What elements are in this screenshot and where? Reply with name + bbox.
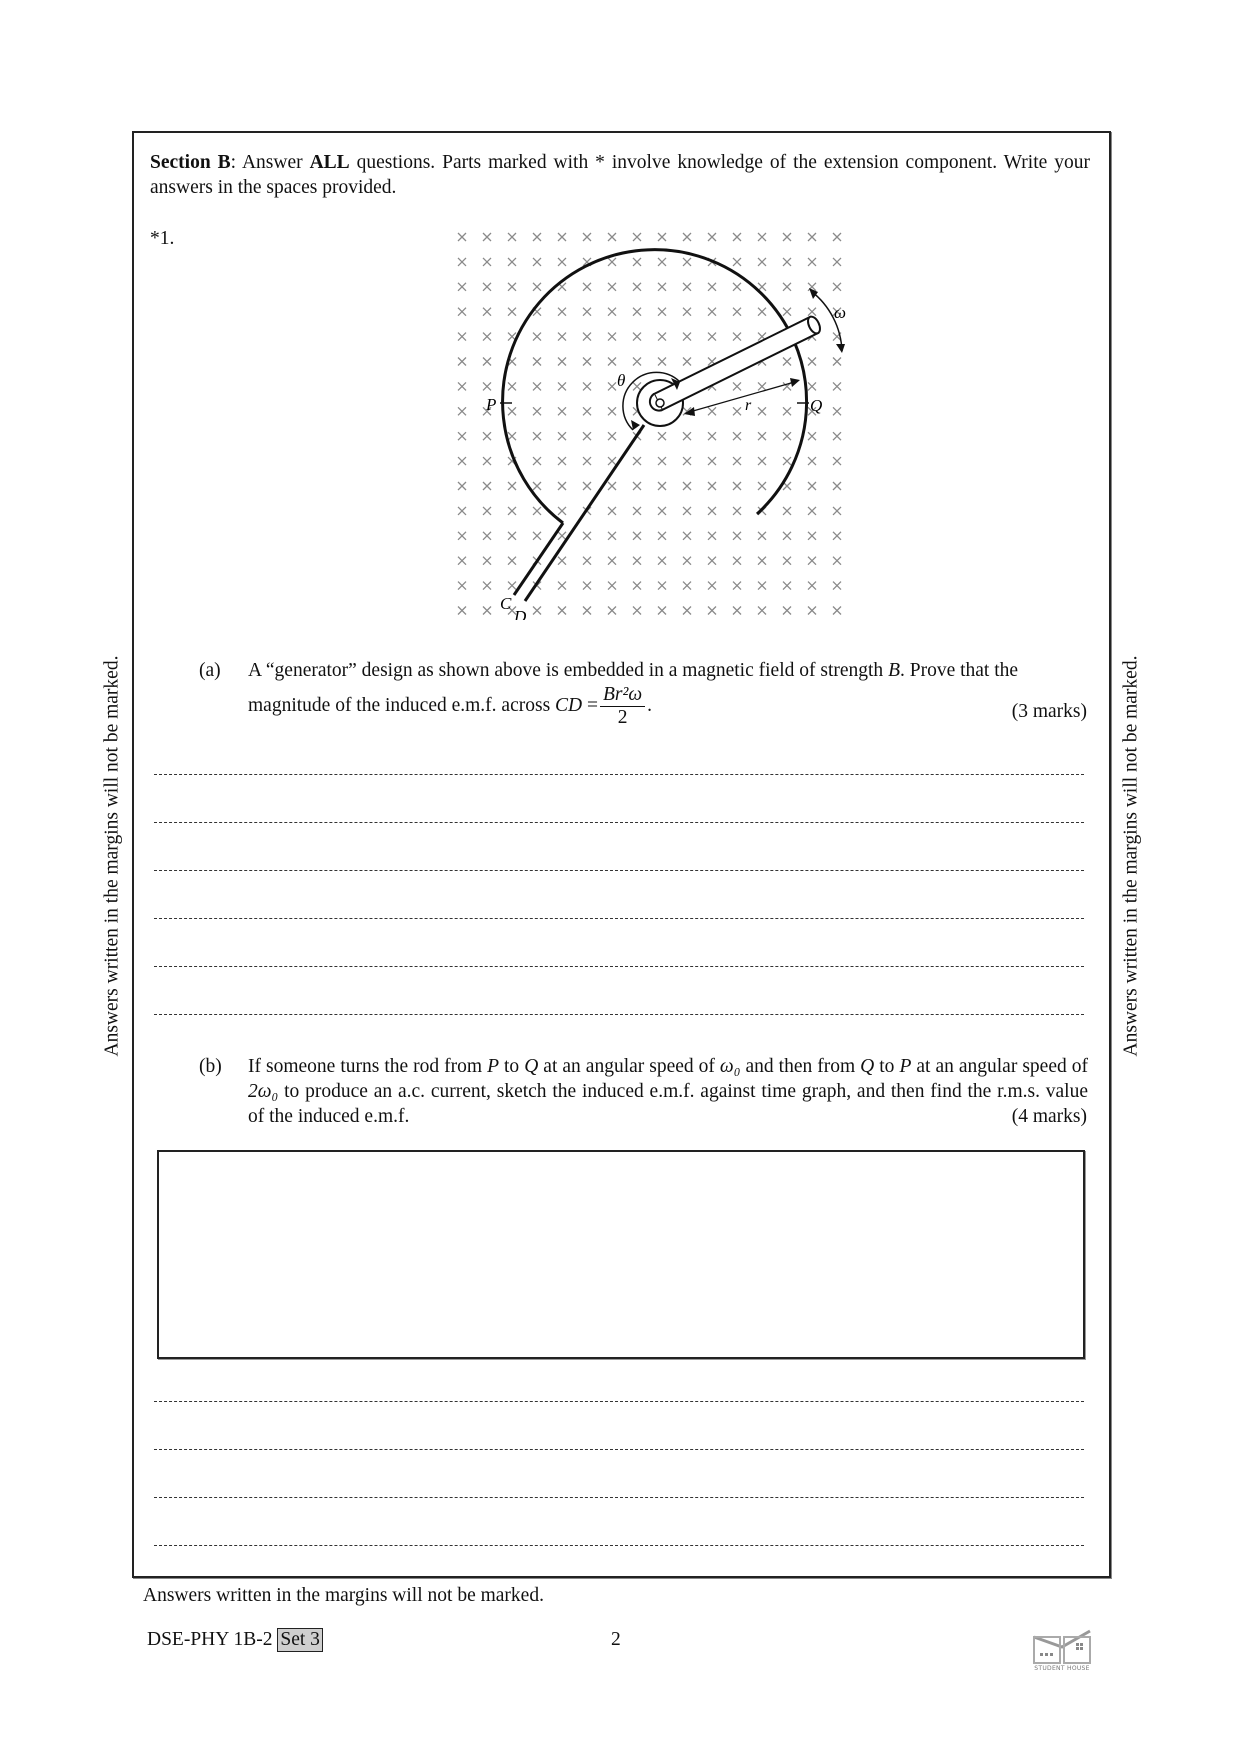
page-number: 2 <box>611 1629 621 1650</box>
label-p: P <box>486 395 497 414</box>
label-d: D <box>514 607 527 620</box>
generator-diagram <box>440 220 860 625</box>
emf-fraction: $\frac{\text{Br²ω}}{2}$ <box>600 684 645 729</box>
answer-line[interactable] <box>154 1014 1084 1015</box>
part-a-label: (a) <box>199 660 221 681</box>
logo-text: STUDENT HOUSE <box>1034 1665 1090 1672</box>
right-margin-note: Answers written in the margins will not be marked. <box>1120 655 1142 1057</box>
part-a-line1: A “generator” design as shown above is embedded in a magnetic field of strength B. Prove that the <box>248 660 1019 681</box>
part-b-label: (b) <box>199 1056 222 1077</box>
answer-line[interactable] <box>154 1497 1084 1498</box>
student-house-logo <box>1032 1627 1092 1673</box>
answer-line[interactable] <box>154 1545 1084 1546</box>
label-omega: ω <box>834 303 847 322</box>
answer-line[interactable] <box>154 1401 1084 1402</box>
answer-line[interactable] <box>154 774 1084 775</box>
label-r: r <box>745 397 752 414</box>
answer-line[interactable] <box>154 870 1084 871</box>
part-b-text: If someone turns the rod from P to Q at an angular speed of ω₀ and then from Q to P at an angular speed of 2ω₀ to produce an a.c. current, sketch the induced e.m.f. against time graph, and then find the r.m.s. value of the induced e.m.f. <box>248 1056 1088 1127</box>
sketch-answer-box[interactable] <box>157 1150 1085 1359</box>
set-badge: Set 3 <box>277 1628 323 1652</box>
answer-line[interactable] <box>154 822 1084 823</box>
section-instructions: Section B: Answer ALL questions. Parts marked with * involve knowledge of the extension component. Write your answers in the spaces provided. <box>150 152 1090 198</box>
wire-d <box>525 425 644 601</box>
answer-line[interactable] <box>154 966 1084 967</box>
paper-code: DSE-PHY 1B-2 Set 3 <box>147 1627 323 1652</box>
question-number: *1. <box>150 228 175 249</box>
label-theta: θ <box>617 371 626 390</box>
section-label: Section B <box>150 152 231 173</box>
answer-line[interactable] <box>154 918 1084 919</box>
answer-line[interactable] <box>154 1449 1084 1450</box>
footer-margin-note: Answers written in the margins will not be marked. <box>143 1585 544 1606</box>
left-margin-note: Answers written in the margins will not be marked. <box>101 655 123 1057</box>
part-b-marks: (4 marks) <box>1011 1106 1087 1127</box>
part-a-line2: magnitude of the induced e.m.f. across CD = $\frac{\text{Br²ω}}{2}$ . <box>248 684 652 728</box>
house-book-icon <box>1032 1627 1092 1667</box>
rotating-rod <box>650 315 823 411</box>
label-q: Q <box>810 396 823 415</box>
part-a-marks: (3 marks) <box>1011 701 1087 722</box>
label-c: C <box>500 594 512 613</box>
